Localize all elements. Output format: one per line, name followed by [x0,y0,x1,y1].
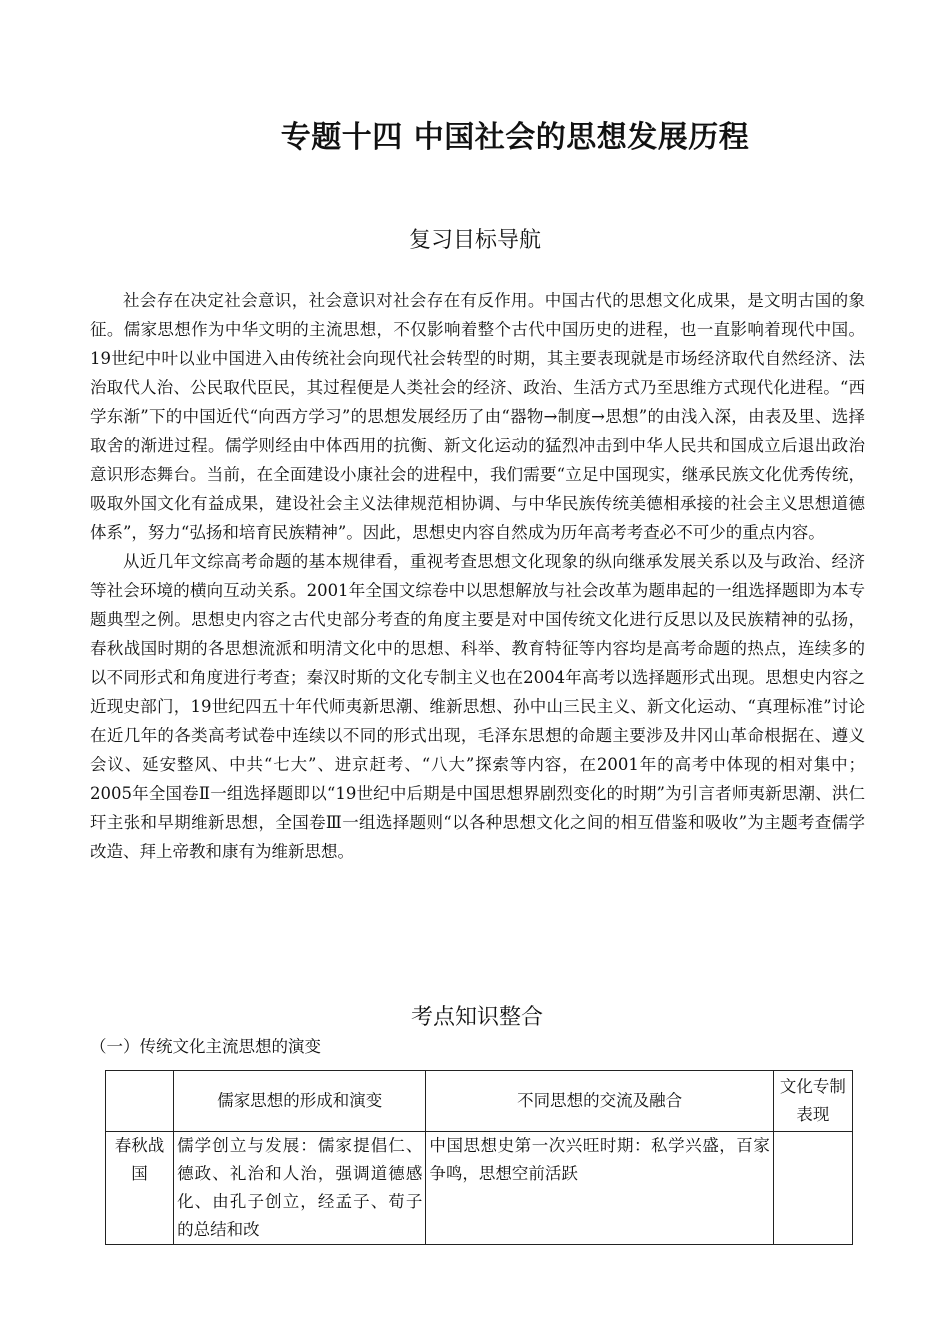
table-header-cell: 不同思想的交流及融合 [426,1071,773,1132]
table-header-cell: 儒家思想的形成和演变 [174,1071,426,1132]
table-header-row [106,1071,853,1132]
table-header-cell [106,1071,174,1132]
paragraph: 社会存在决定社会意识，社会意识对社会存在有反作用。中国古代的思想文化成果，是文明古国的象征。儒家思想作为中华文明的主流思想，不仅影响着整个古代中国历史的进程，也一直影响着现代中国。19世纪中叶以业中国进入由传统社会向现代社会转型的时期，其主要表现就是市场经济取代自然经济、法治取代人治、公民取代臣民，其过程便是人类社会的经济、政治、生活方式乃至思维方式现代化进程。“西学东渐”下的中国近代“向西方学习”的思想发展经历了由“器物→制度→思想”的由浅入深，由表及里、选择取舍的渐进过程。儒学则经由中体西用的抗衡、新文化运动的猛烈冲击到中华人民共和国成立后退出政治意识形态舞台。当前，在全面建设小康社会的进程中，我们需要“立足中国现实，继承民族文化优秀传统，吸取外国文化有益成果，建设社会主义法律规范相协调、与中华民族传统美德相承接的社会主义思想道德体系”，努力“弘扬和培育民族精神”。因此，思想史内容自然成为历年高考考查必不可少的重点内容。 [90,291,865,542]
subsection-label: （一）传统文化主流思想的演变 [90,1037,321,1056]
paragraph: 从近几年文综高考命题的基本规律看，重视考查思想文化现象的纵向继承发展关系以及与政治、经济等社会环境的横向互动关系。2001年全国文综卷中以思想解放与社会改革为题串起的一组选择题即为本专题典型之例。思想史内容之古代史部分考查的角度主要是对中国传统文化进行反思以及民族精神的弘扬，春秋战国时期的各思想流派和明清文化中的思想、科举、教育特征等内容均是高考命题的热点，连续多的以不同形式和角度进行考查；秦汉时斯的文化专制主义也在2004年高考以选择题形式出现。思想史内容之近现史部门，19世纪四五十年代师夷新思潮、维新思想、孙中山三民主义、新文化运动、“真理标准”讨论在近几年的各类高考试卷中连续以不同的形式出现，毛泽东思想的命题主要涉及井冈山革命根据在、遵义会议、延安整风、中共“七大”、进京赶考、“八大”探索等内容，在2001年的高考中体现的相对集中；2005年全国卷Ⅱ一组选择题即以“19世纪中后期是中国思想界剧烈变化的时期”为引言者师夷新思潮、洪仁玕主张和早期维新思想，全国卷Ⅲ一组选择题则“以各种思想文化之间的相互借鉴和吸收”为主题考查儒学改造、拜上帝教和康有为维新思想。 [90,552,865,861]
intro-body [90,286,865,866]
thought-evolution-table [105,1070,853,1245]
table-cell-confucian: 儒学创立与发展：儒家提倡仁、德政、礼治和人治，强调道德感化、由孔子创立，经孟子、荀子的总结和改 [174,1132,426,1245]
section-heading-review-goals: 复习目标导航 [408,228,541,253]
table-header-cell: 文化专制表现 [773,1071,852,1132]
table-cell-exchange: 中国思想史第一次兴旺时期：私学兴盛，百家争鸣，思想空前活跃 [426,1132,773,1245]
page-title: 专题十四 中国社会的思想发展历程 [280,120,750,155]
table-row [106,1132,853,1245]
table-cell-era: 春秋战国 [106,1132,174,1245]
section-heading-knowledge-integration: 考点知识整合 [410,1005,543,1030]
table-cell-autocracy [773,1132,852,1245]
